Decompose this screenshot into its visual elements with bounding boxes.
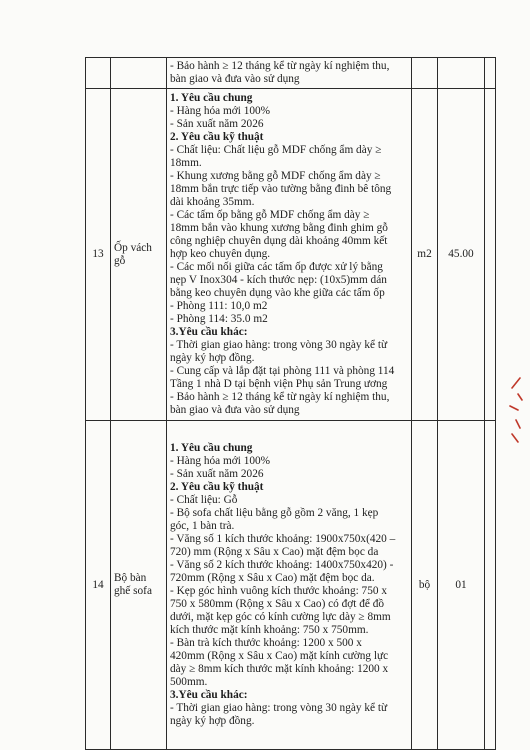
requirement-line: - Kẹp góc hình vuông kích thước khoảng: 750 x	[170, 585, 387, 597]
requirement-line: 720) mm (Rộng x Sâu x Cao) mặt đệm bọc da	[170, 546, 379, 558]
requirement-line: - Bàn trà kích thước khoảng: 1200 x 500 x	[170, 637, 362, 649]
item-name-cell	[111, 89, 167, 421]
requirement-line: góc, 1 bàn trà.	[170, 520, 235, 532]
requirement-heading: 1. Yêu cầu chung	[170, 92, 253, 104]
item-name-line: Bộ bàn	[114, 572, 147, 584]
requirement-line: - Bộ sofa chất liệu bằng gỗ gồm 2 văng, 1 kẹp	[170, 507, 379, 519]
unit-value: m2	[417, 248, 432, 260]
requirement-line: - Sản xuất năm 2026	[170, 118, 264, 130]
quantity-cell	[438, 58, 485, 89]
item-name-cell	[111, 421, 167, 750]
spec-table	[85, 57, 496, 750]
requirement-line: - Văng số 2 kích thước khoảng: 1400x750x420) -	[170, 559, 394, 571]
requirement-line: - Khung xương bằng gỗ MDF chống ẩm dày ≥	[170, 170, 381, 182]
requirement-heading: 2. Yêu cầu kỹ thuật	[170, 481, 264, 493]
row-number: 13	[92, 248, 104, 260]
requirement-line: ngày ký hợp đồng.	[170, 715, 255, 727]
item-name-line: ghế sofa	[114, 585, 152, 597]
requirement-line: - Các tấm ốp bằng gỗ MDF chống ẩm dày ≥	[170, 209, 370, 221]
requirement-line: bàn giao và đưa vào sử dụng	[170, 404, 300, 416]
unit-cell	[412, 421, 438, 750]
table-row	[86, 58, 496, 89]
item-name-line: Ốp vách	[114, 241, 152, 254]
requirement-line: bằng keo chuyên dụng vào khe giữa các tấm ốp	[170, 287, 385, 299]
requirement-line: - Hàng hóa mới 100%	[170, 105, 271, 117]
quantity-cell	[438, 421, 485, 750]
requirements-cell	[167, 89, 412, 421]
requirement-line: - Cung cấp và lắp đặt tại phòng 111 và phòng 114	[170, 365, 395, 377]
row-number-cell	[86, 89, 111, 421]
requirement-line: - Phòng 114: 35.0 m2	[170, 313, 268, 325]
unit-cell	[412, 58, 438, 89]
requirement-line: Tầng 1 nhà D tại bệnh viện Phụ sản Trung ương	[170, 378, 388, 390]
requirement-line: 18mm.	[170, 157, 202, 169]
red-stamp-mark	[506, 376, 526, 446]
requirement-line: dưới, mặt kẹp góc có kính cường lực dày ≥ 8mm	[170, 611, 391, 623]
item-name-line: gỗ	[114, 254, 126, 267]
requirement-line: - Bảo hành ≥ 12 tháng kể từ ngày kí nghiệm thu,	[170, 391, 390, 403]
requirement-line: - Thời gian giao hàng: trong vòng 30 ngày kể từ	[170, 339, 388, 351]
unit-cell	[412, 89, 438, 421]
requirement-line: dày ≥ 8mm kích thước mặt kính khoảng: 1200 x	[170, 663, 389, 675]
requirement-line: - Thời gian giao hàng: trong vòng 30 ngày kể từ	[170, 702, 388, 714]
requirement-line: hợp keo chuyên dụng.	[170, 248, 271, 260]
table-row	[86, 89, 496, 421]
requirement-line: bàn giao và đưa vào sử dụng	[170, 73, 300, 85]
requirement-line: - Văng số 1 kích thước khoảng: 1900x750x(420 –	[170, 533, 396, 545]
requirement-line: - Phòng 111: 10,0 m2	[170, 300, 268, 312]
requirement-line: 18mm bắn vào khung xương bằng đinh ghim gỗ	[170, 222, 388, 234]
quantity-value: 01	[455, 578, 467, 591]
requirement-line: 750 x 580mm (Rộng x Sâu x Cao) có đợt để đồ	[170, 598, 385, 610]
requirement-line: - Chất liệu: Gỗ	[170, 494, 238, 506]
requirement-heading: 1. Yêu cầu chung	[170, 442, 253, 454]
empty-cell	[485, 58, 496, 89]
empty-cell	[485, 421, 496, 750]
item-name-cell	[111, 58, 167, 89]
requirement-line: 18mm bắn trực tiếp vào tường bằng đinh bê tông	[170, 183, 392, 195]
requirement-line: 500mm.	[170, 676, 208, 688]
quantity-value: 45.00	[448, 248, 474, 260]
requirement-line: dài khoảng 35mm.	[170, 196, 255, 208]
requirement-line: - Chất liệu: Chất liệu gỗ MDF chống ẩm dày ≥	[170, 144, 382, 156]
unit-value: bộ	[418, 578, 431, 591]
requirement-line: 720mm (Rộng x Sâu x Cao) mặt đệm bọc da.	[170, 572, 375, 584]
row-number-cell	[86, 58, 111, 89]
requirement-line: - Sản xuất năm 2026	[170, 468, 264, 480]
requirement-line: 420mm (Rộng x Sâu x Cao) mặt kính cường lực	[170, 650, 389, 662]
requirement-line: - Hàng hóa mới 100%	[170, 455, 271, 467]
requirements-cell	[167, 58, 412, 89]
table-row	[86, 421, 496, 750]
row-number-cell	[86, 421, 111, 750]
requirement-line: ngày ký hợp đồng.	[170, 352, 255, 364]
requirement-line: kích thước mặt kính khoảng: 750 x 750mm.	[170, 624, 369, 636]
requirement-line: nẹp V Inox304 - kích thước nẹp: (10x5)mm dán	[170, 274, 387, 286]
row-number: 14	[92, 578, 104, 591]
requirement-heading: 3.Yêu cầu khác:	[170, 689, 248, 701]
requirement-heading: 2. Yêu cầu kỹ thuật	[170, 131, 264, 143]
requirement-line: - Bảo hành ≥ 12 tháng kể từ ngày kí nghiệm thu,	[170, 60, 390, 72]
requirement-heading: 3.Yêu cầu khác:	[170, 326, 248, 338]
requirements-cell	[167, 421, 412, 750]
requirement-line: - Các mối nối giữa các tấm ốp được xử lý bằng	[170, 261, 383, 273]
requirement-line: công nghiệp chuyên dụng dài khoảng 40mm kết	[170, 235, 388, 247]
quantity-cell	[438, 89, 485, 421]
empty-cell	[485, 89, 496, 421]
